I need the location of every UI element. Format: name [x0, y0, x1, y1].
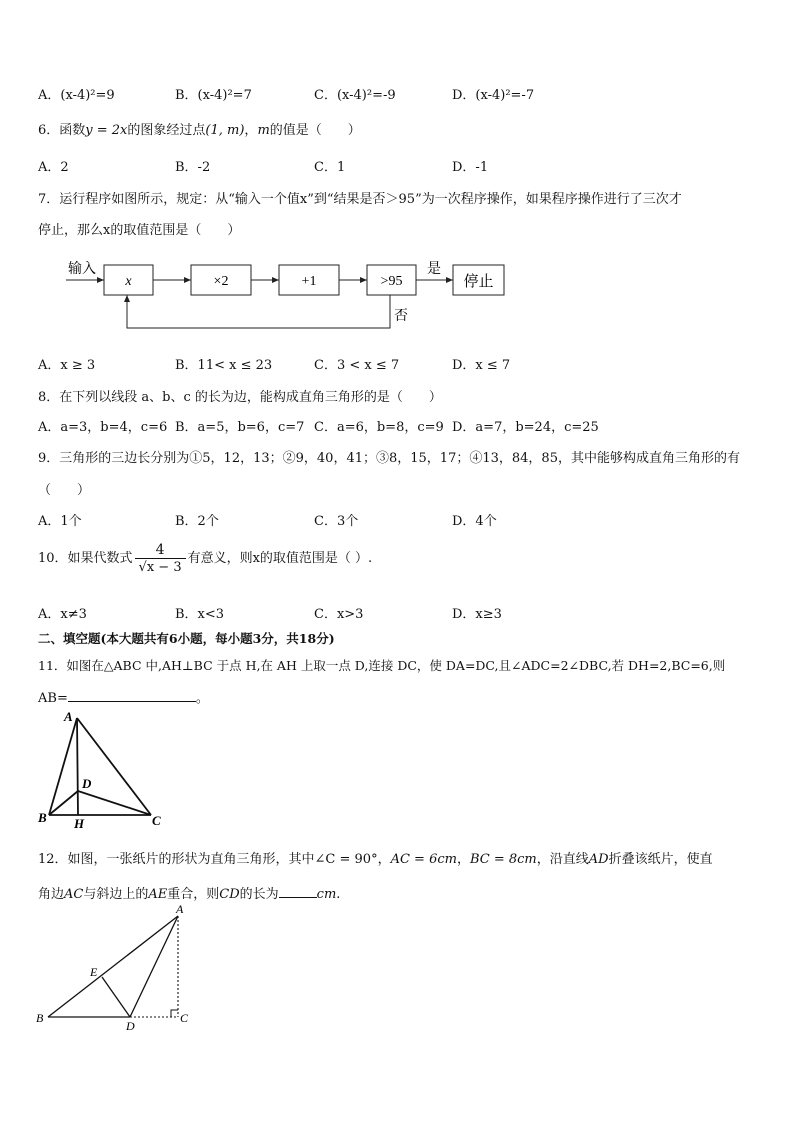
q11-stem-line2: AB= 。 [38, 691, 209, 706]
q9-option-b: B．2个 [175, 514, 219, 529]
label-b: B [38, 810, 47, 825]
label-c: C [152, 813, 161, 828]
label-b: B [36, 1011, 44, 1025]
label-a: A [176, 902, 184, 916]
fold-line-ad [130, 916, 178, 1017]
label-a: A [64, 709, 73, 724]
q6-option-a: A．2 [38, 160, 69, 175]
q7-stem-line2: 停止，那么x的取值范围是（ ） [38, 223, 241, 238]
q12-answer-blank [279, 897, 317, 898]
q5-option-d: D．(x-4)²=-7 [452, 88, 535, 103]
q5-option-b: B．(x-4)²=7 [175, 88, 252, 103]
q7-option-d: D．x ≤ 7 [452, 358, 511, 373]
label-e: E [90, 965, 98, 979]
q6-option-d: D．-1 [452, 160, 489, 175]
flow-box1-text: x [125, 274, 132, 289]
edge-ac [77, 718, 151, 815]
q12-stem-line2: 角边AC与斜边上的AE重合，则CD的长为 cm. [38, 887, 341, 902]
altitude-ah [77, 718, 78, 815]
flow-loop-line [127, 295, 390, 328]
q8-option-d: D．a=7，b=24，c=25 [452, 420, 599, 435]
hypotenuse-ab [48, 916, 178, 1017]
flow-box3-text: +1 [301, 274, 317, 289]
right-angle-mark [171, 1010, 178, 1017]
flow-box4-text: >95 [380, 274, 403, 289]
flow-yes-label: 是 [427, 262, 441, 277]
q7-option-c: C．3 < x ≤ 7 [314, 358, 400, 373]
flow-box2-text: ×2 [213, 274, 229, 289]
flow-input-label: 输入 [68, 262, 96, 277]
flow-no-label: 否 [394, 309, 408, 324]
q10-option-d: D．x≥3 [452, 607, 502, 622]
label-c: C [180, 1011, 189, 1025]
segment-dc [78, 791, 151, 815]
q7-stem-line1: 7．运行程序如图所示，规定：从“输入一个值x”到“结果是否＞95”为一次程序操作，如果程序操作进行了三次才 [38, 192, 682, 207]
q11-figure [36, 708, 171, 830]
label-d: D [82, 776, 92, 791]
segment-ed [102, 977, 130, 1017]
section2-title: 二、填空题(本大题共有6小题，每小题3分，共18分) [38, 631, 335, 646]
q9-option-a: A．1个 [38, 514, 82, 529]
label-h: H [74, 816, 85, 830]
q8-option-a: A．a=3，b=4，c=6 [38, 420, 168, 435]
edge-ab [49, 718, 77, 815]
q9-stem-line1: 9．三角形的三边长分别为①5，12，13；②9，40，41；③8，15，17；④13，84，85，其中能够构成直角三角形的有 [38, 451, 740, 466]
q8-option-c: C．a=6，b=8，c=9 [314, 420, 444, 435]
q6-option-b: B．-2 [175, 160, 211, 175]
label-d: D [126, 1019, 135, 1033]
q8-stem: 8．在下列以线段 a、b、c 的长为边，能构成直角三角形的是（ ） [38, 390, 442, 405]
q11-stem-line1: 11．如图在△ABC 中,AH⊥BC 于点 H,在 AH 上取一点 D,连接 DC，使 DA=DC,且∠ADC=2∠DBC,若 DH=2,BC=6,则 [38, 658, 726, 673]
q10-fraction: $\frac{4}{√x - 3}$ [135, 542, 186, 575]
q7-flowchart [0, 250, 794, 345]
q10-option-c: C．x>3 [314, 607, 364, 622]
q6-option-c: C．1 [314, 160, 346, 175]
q6-stem: 6．函数y = 2x的图象经过点(1, m)，m的值是（ ） [38, 123, 361, 138]
q11-answer-blank [68, 701, 196, 702]
q9-option-c: C．3个 [314, 514, 359, 529]
q7-option-b: B．11< x ≤ 23 [175, 358, 273, 373]
q10-option-b: B．x<3 [175, 607, 225, 622]
q12-figure [30, 902, 200, 1037]
q9-stem-line2: （ ） [38, 483, 91, 498]
flow-stop-text: 停止 [463, 274, 494, 290]
q8-option-b: B．a=5，b=6，c=7 [175, 420, 305, 435]
q9-option-d: D．4个 [452, 514, 497, 529]
q5-option-a: A．(x-4)²=9 [38, 88, 115, 103]
q5-option-c: C．(x-4)²=-9 [314, 88, 396, 103]
q10-stem: 10．如果代数式 $\frac{4}{√x - 3}$ 有意义，则x的取值范围是（ ）. [38, 542, 373, 575]
q12-stem-line1: 12．如图，一张纸片的形状为直角三角形，其中∠C = 90°，AC = 6cm，BC = 8cm，沿直线AD折叠该纸片，使直 [38, 852, 713, 867]
q7-option-a: A．x ≥ 3 [38, 358, 96, 373]
q10-option-a: A．x≠3 [38, 607, 87, 622]
